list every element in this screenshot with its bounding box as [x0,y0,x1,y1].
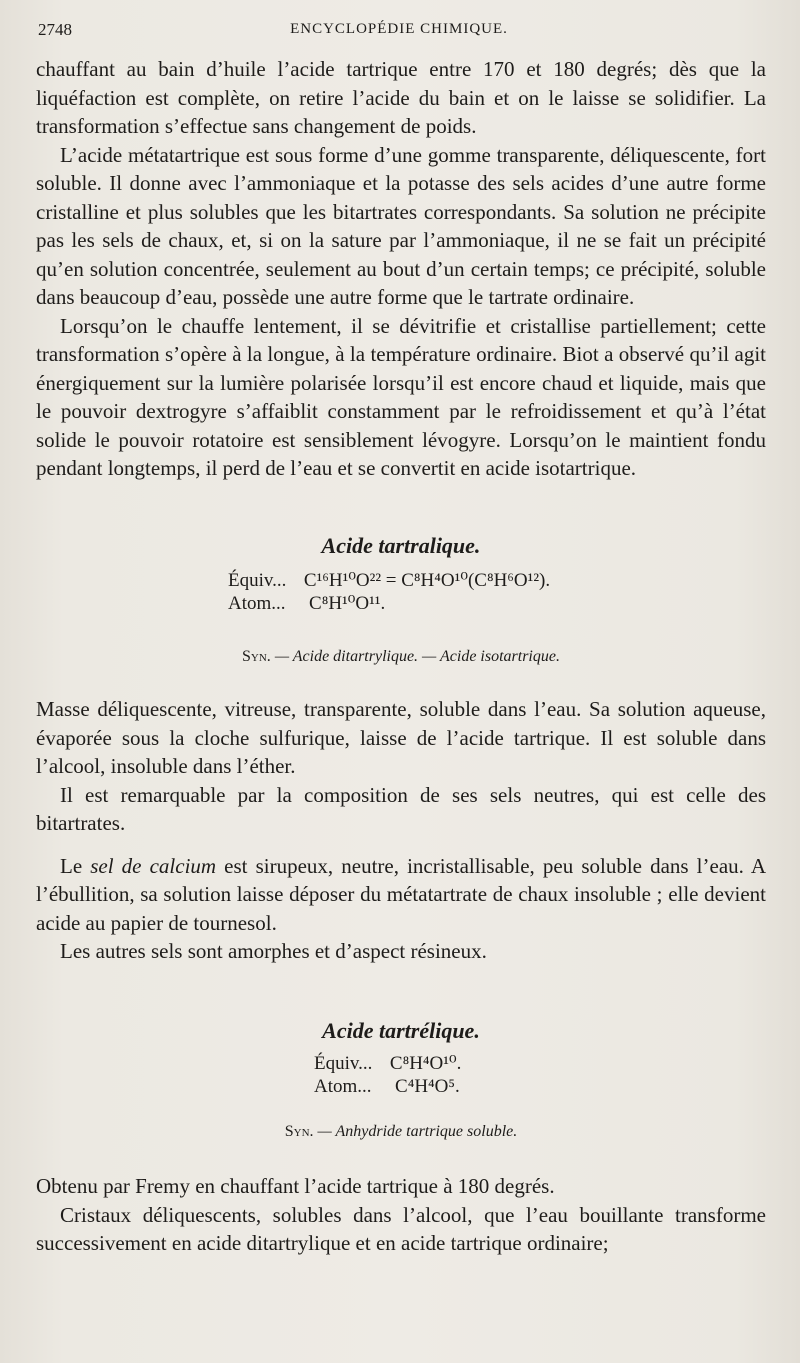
page-number: 2748 [38,20,72,39]
paragraph-devitrification: Lorsqu’on le chauffe lentement, il se dévitrifie et cristallise partiellement; cette transformation s’opère à la longue, à la température ordinaire. Biot a observé qu’il agit énergiquement sur la lumière polarisée lorsqu’il est encore chaud et liquide, mais que le pouvoir dextrogyre s’affaiblit constamment par le refroidissement et qu’à l’état solide le pouvoir rotatoire est sensiblement lévogyre. Lorsqu’on le maintient fondu pendant longtemps, il perd de l’eau et se convertit en acide isotartrique. [36,313,766,480]
section-title-tartrelique: Acide tartrélique. [322,1017,480,1043]
syn-label: Syn. [284,1122,314,1140]
paragraph-masse: Masse déliquescente, vitreuse, transparente, soluble dans l’eau. Sa solution aqueuse, évaporée sous la cloche sulfurique, laisse de l’acide tartrique. Il est soluble dans l’alcool, insoluble dans l’éther. [36,697,766,778]
paragraph-continuation: chauffant au bain d’huile l’acide tartrique entre 170 et 180 degrés; dès que la liquéfaction est complète, on retire l’acide du bain et on le laisse se solidifier. La transformation s’effectue sans changement de poids. [36,57,766,138]
section-title-tartralique: Acide tartralique. [321,532,481,558]
equiv-row [314,1052,766,1075]
page-header [38,20,760,46]
atom-row [314,1075,766,1098]
synonyms-tartralique [36,643,766,672]
paragraph-metatartrique: L’acide métatartrique est sous forme d’une gomme transparente, déliquescente, fort soluble. Il donne avec l’ammoniaque et la potasse des sels acides d’une autre forme cristalline et plus solubles que les bitartrates correspondants. Sa solution ne précipite pas les sels de chaux, et, si on la sature par l’ammoniaque, il ne se fait un précipité qu’en solution concentrée, seulement au bout d’un certain temps; ce précipité, soluble dans beaucoup d’eau, possède une autre forme que le tartrate ordinaire. [36,142,766,309]
paragraph-obtenu: Obtenu par Fremy en chauffant l’acide tartrique à 180 degrés. [36,1174,555,1198]
atom-formula: C⁸H¹⁰O¹¹. [309,592,386,614]
formula-block-tartrelique [314,1052,766,1098]
paragraph-cristaux: Cristaux déliquescents, solubles dans l’alcool, que l’eau bouillante transforme successivement en acide ditartrylique et en acide tartrique ordinaire; [36,1202,766,1255]
atom-label: Atom... [314,1075,372,1097]
equiv-formula: C¹⁶H¹⁰O²² = C⁸H⁴O¹⁰(C⁸H⁶O¹²). [303,569,551,591]
synonyms-tartrelique [36,1118,766,1147]
formula-block-tartralique [228,569,766,615]
atom-formula: C⁴H⁴O⁵. [395,1075,460,1097]
paragraph-remarquable: Il est remarquable par la composition de ses sels neutres, qui est celle des bitartrates. [36,782,766,835]
equiv-formula: C⁸H⁴O¹⁰. [389,1052,462,1074]
running-title: ENCYCLOPÉDIE CHIMIQUE. [290,21,508,37]
atom-row [228,592,766,615]
syn-label: Syn. [242,647,271,665]
equiv-label: Équiv... [314,1052,373,1074]
page-body [36,55,766,1258]
term-sel-de-calcium: sel de calcium [90,853,217,878]
equiv-row [228,569,766,592]
paragraph-calcium: Le sel de calcium est sirupeux, neutre, incristallisable, peu soluble dans l’eau. A l’ébullition, sa solution laisse déposer du métatartrate de chaux insoluble ; elle devient acide au papier de tournesol. [36,853,766,935]
syn-text: — Acide ditartrylique. — Acide isotartrique. [274,647,560,665]
atom-label: Atom... [228,592,286,614]
syn-text: — Anhydride tartrique soluble. [317,1122,518,1140]
paragraph-autres-sels: Les autres sels sont amorphes et d’aspect résineux. [60,939,487,963]
equiv-label: Équiv... [228,569,287,591]
